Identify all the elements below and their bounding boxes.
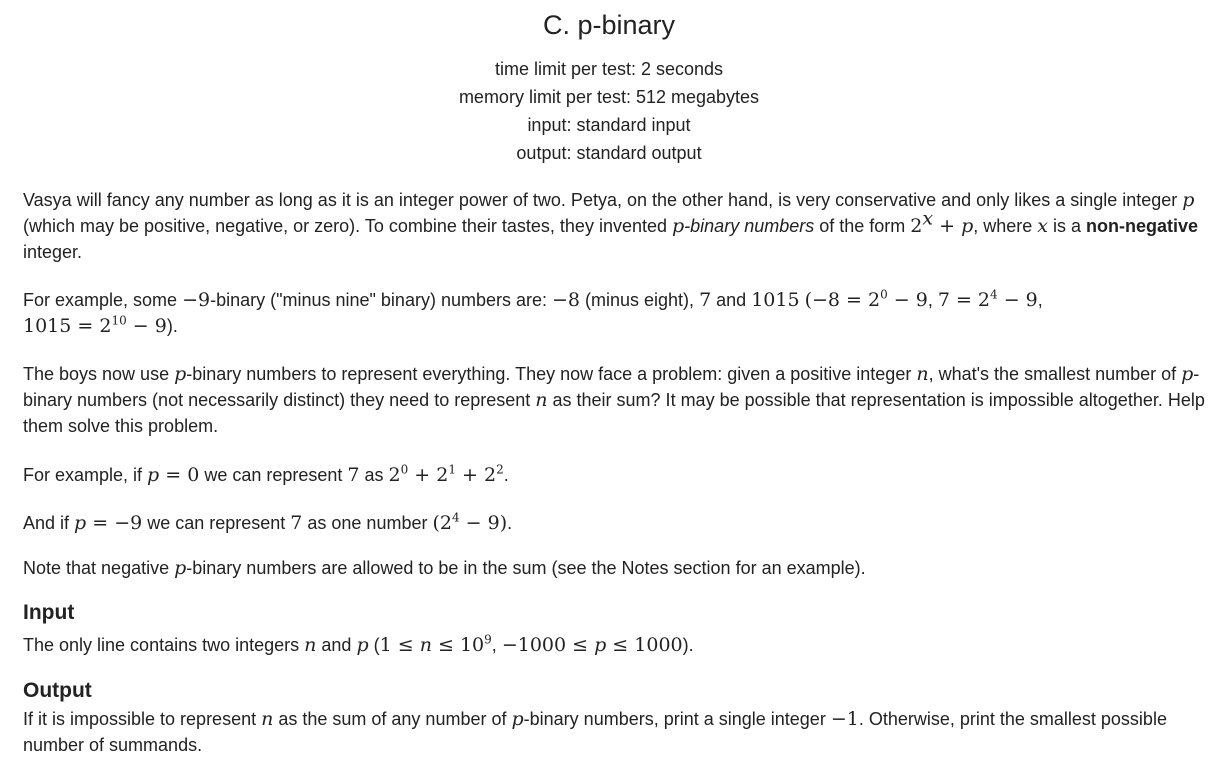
statement-paragraph-3: The boys now use p-binary numbers to represent everything. They now face a problem: given a positive integer n, what's the smallest number of p-binary numbers (not necessarily distinct) they need to represent n as their sum? It may be possible that representation is impossible altogether. Help them solve this problem. <box>23 363 1205 436</box>
output-section-text: If it is impossible to represent n as the sum of any number of p-binary numbers, print a single integer −1. Otherwise, print the smallest possible number of summands. <box>23 708 1167 755</box>
input-spec: input: standard input <box>527 115 691 135</box>
output-section-title: Output <box>23 679 92 702</box>
statement-paragraph-6: Note that negative p-binary numbers are allowed to be in the sum (see the Notes section for an example). <box>23 557 866 579</box>
statement-paragraph-5: And if p = −9 we can represent 7 as one number $(2^4 - 9)$. <box>23 510 513 534</box>
input-section-text: The only line contains two integers n and p ($1 \le n \le 10^9$, −1000 ≤ p ≤ 1000). <box>23 632 694 656</box>
statement-paragraph-1: Vasya will fancy any number as long as it is an integer power of two. Petya, on the other hand, is very conservative and only likes a single integer p (which may be positive, negative, or zero). To combine their tastes, they invented p-binary numbers of the form $2^x + p$, where x is a non-negative integer. <box>23 189 1199 262</box>
output-spec: output: standard output <box>516 143 702 163</box>
statement-paragraph-4: For example, if p = 0 we can represent 7 as $2^0 + 2^1 + 2^2$. <box>23 462 509 486</box>
time-limit: time limit per test: 2 seconds <box>494 59 724 79</box>
memory-limit: memory limit per test: 512 megabytes <box>458 87 760 107</box>
input-section-title: Input <box>23 601 75 624</box>
statement-paragraph-2: For example, some −9-binary ("minus nine" binary) numbers are: −8 (minus eight), 7 and 1015 ($-8 = 2^0 - 9$, $7 = 2^4 - 9$, $1015 = 2^{10} - 9$). <box>23 287 1043 337</box>
problem-title: C. p-binary <box>542 10 676 40</box>
